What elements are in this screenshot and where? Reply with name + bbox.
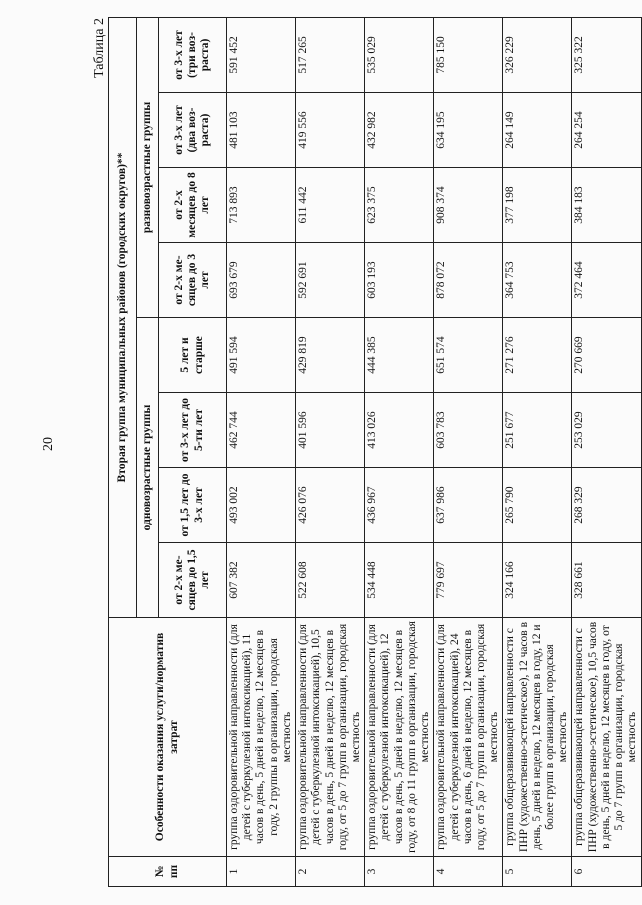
cell-value: 326 229 <box>503 17 572 92</box>
cell-value: 603 193 <box>365 243 434 318</box>
col-header: от 3-х лет (три воз-раста) <box>159 17 227 92</box>
cell-value: 651 574 <box>434 318 503 393</box>
cell-value: 328 661 <box>572 543 641 618</box>
cell-value: 908 374 <box>434 168 503 243</box>
cost-norms-table <box>108 17 642 887</box>
cell-value: 493 002 <box>227 468 296 543</box>
row-description: группа оздоровительной направленности (для детей с туберкулезной интоксикацией), 24 часов в день, 6 дней в неделю, 12 месяцев в году, от 5 до 7 групп в организации, городская местность <box>434 618 503 857</box>
cell-value: 878 072 <box>434 243 503 318</box>
cell-value: 591 452 <box>227 17 296 92</box>
row-number: 5 <box>503 857 572 887</box>
header-num: № пп <box>109 857 227 887</box>
cell-value: 270 669 <box>572 318 641 393</box>
cell-value: 271 276 <box>503 318 572 393</box>
cell-value: 693 679 <box>227 243 296 318</box>
cell-value: 535 029 <box>365 17 434 92</box>
col-header: 5 лет и старше <box>159 318 227 393</box>
cell-value: 534 448 <box>365 543 434 618</box>
cell-value: 251 677 <box>503 393 572 468</box>
cell-value: 264 254 <box>572 93 641 168</box>
cell-value: 623 375 <box>365 168 434 243</box>
cell-value: 611 442 <box>296 168 365 243</box>
col-header: от 2-х ме-сяцев до 1,5 лет <box>159 543 227 618</box>
cell-value: 426 076 <box>296 468 365 543</box>
cell-value: 481 103 <box>227 93 296 168</box>
cell-value: 444 385 <box>365 318 434 393</box>
cell-value: 364 753 <box>503 243 572 318</box>
cell-value: 517 265 <box>296 17 365 92</box>
cell-value: 372 464 <box>572 243 641 318</box>
cell-value: 436 967 <box>365 468 434 543</box>
table-caption: Таблица 2 <box>92 18 107 78</box>
cell-value: 419 556 <box>296 93 365 168</box>
cell-value: 432 982 <box>365 93 434 168</box>
cell-value: 429 819 <box>296 318 365 393</box>
header-mixed-age-groups: разновозрастные группы <box>137 17 159 317</box>
header-group: Вторая группа муниципальных районов (городских округов)** <box>109 17 137 617</box>
col-header: от 2-х ме-сяцев до 3 лет <box>159 243 227 318</box>
cell-value: 637 986 <box>434 468 503 543</box>
cell-value: 401 596 <box>296 393 365 468</box>
cell-value: 607 382 <box>227 543 296 618</box>
col-header: от 2-х месяцев до 8 лет <box>159 168 227 243</box>
cell-value: 779 697 <box>434 543 503 618</box>
page-number: 20 <box>41 437 56 451</box>
row-number: 3 <box>365 857 434 887</box>
row-description: группа общеразвивающей направленности с ПНР (художественно-эстетическое), 12 часов в день, 5 дней в неделю, 12 месяцев в году, 12 и более групп в организации, городская местность <box>503 618 572 857</box>
table-row <box>503 17 572 886</box>
cell-value: 491 594 <box>227 318 296 393</box>
cell-value: 268 329 <box>572 468 641 543</box>
table-row <box>434 17 503 886</box>
col-header: от 3-х лет (два воз-раста) <box>159 93 227 168</box>
header-description: Особенности оказания услуги/норматив затрат <box>109 618 227 857</box>
cell-value: 603 783 <box>434 393 503 468</box>
row-description: группа оздоровительной направленности (для детей с туберкулезной интоксикацией), 10,5 часов в день, 5 дней в неделю, 12 месяцев в году, от 5 до 7 групп в организации, городская местность <box>296 618 365 857</box>
cell-value: 713 893 <box>227 168 296 243</box>
row-description: группа оздоровительной направленности (для детей с туберкулезной интоксикацией), 12 часов в день, 5 дней в неделю, 12 месяцев в году, от 8 до 11 групп в организации, городская местность <box>365 618 434 857</box>
cell-value: 324 166 <box>503 543 572 618</box>
table-row <box>365 17 434 886</box>
row-description: группа общеразвивающей направленности с ПНР (художественно-эстетическое), 10,5 часов в день, 5 дней в неделю, 12 месяцев в году, от 5 до 7 групп в организации, городская местность <box>572 618 641 857</box>
cell-value: 384 183 <box>572 168 641 243</box>
cell-value: 522 608 <box>296 543 365 618</box>
col-header: от 1,5 лет до 3-х лет <box>159 468 227 543</box>
table-row <box>227 17 296 886</box>
cell-value: 785 150 <box>434 17 503 92</box>
cell-value: 462 744 <box>227 393 296 468</box>
row-number: 6 <box>572 857 641 887</box>
cell-value: 264 149 <box>503 93 572 168</box>
header-same-age-groups: одновозрастные группы <box>137 318 159 618</box>
row-number: 1 <box>227 857 296 887</box>
row-number: 4 <box>434 857 503 887</box>
cell-value: 325 322 <box>572 17 641 92</box>
cell-value: 413 026 <box>365 393 434 468</box>
cell-value: 377 198 <box>503 168 572 243</box>
row-number: 2 <box>296 857 365 887</box>
cell-value: 265 790 <box>503 468 572 543</box>
row-description: группа оздоровительной направленности (для детей с туберкулезной интоксикацией), 11 часов в день, 5 дней в неделю, 12 месяцев в году, 2 группы в организации, городская местность <box>227 618 296 857</box>
cell-value: 253 029 <box>572 393 641 468</box>
cell-value: 592 691 <box>296 243 365 318</box>
table-row <box>572 17 641 886</box>
table-row <box>296 17 365 886</box>
col-header: от 3-х лет до 5-ти лет <box>159 393 227 468</box>
cell-value: 634 195 <box>434 93 503 168</box>
